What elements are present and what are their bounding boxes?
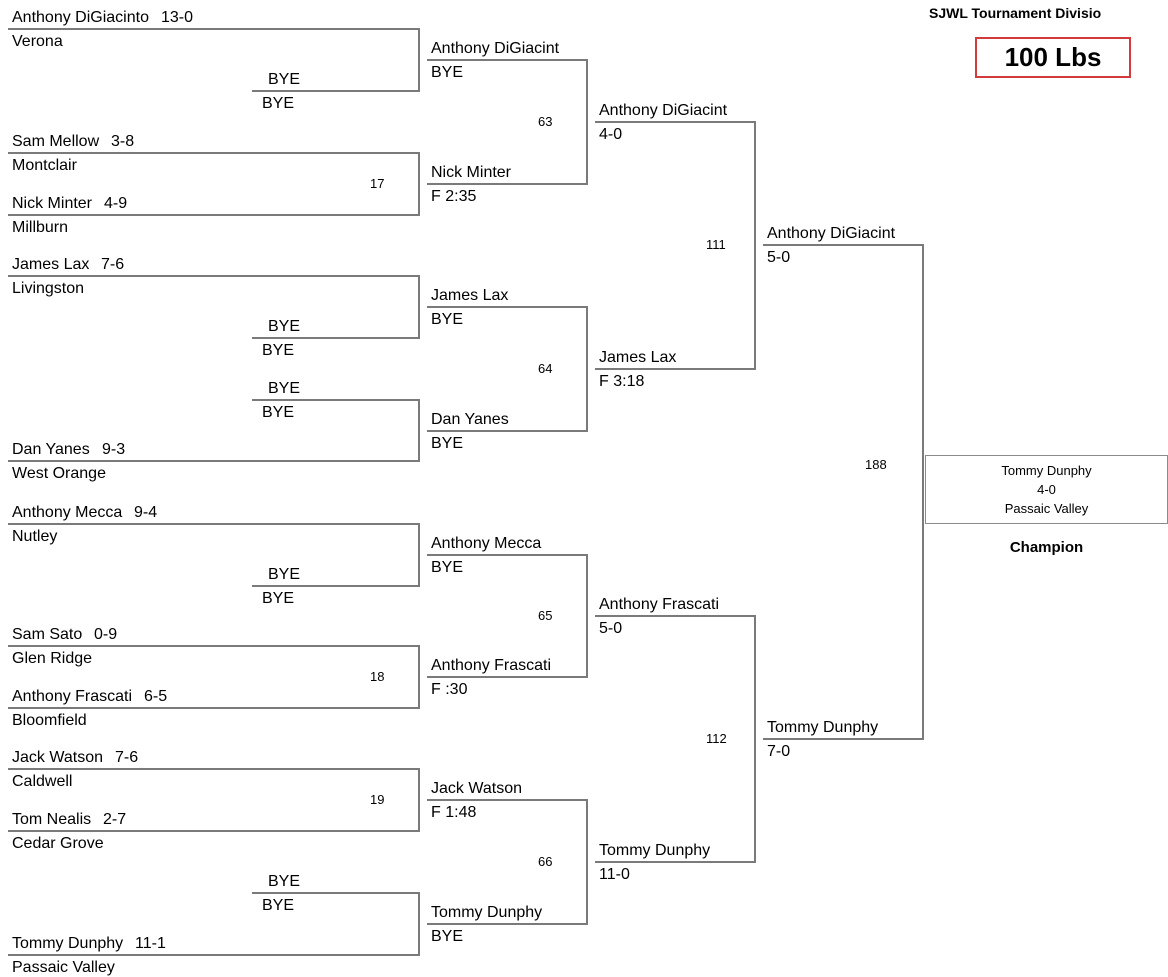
round2-result: F 1:48: [431, 804, 477, 821]
round1-slot-line: [252, 90, 419, 92]
round2-winner-name: James Lax: [431, 287, 509, 304]
round2-result: BYE: [431, 311, 464, 328]
division-title: SJWL Tournament Divisio: [929, 5, 1102, 21]
round1-slot-line: [8, 523, 419, 525]
round2-bracket-connector: [586, 306, 588, 432]
round3-bracket-connector: [754, 615, 756, 863]
champion-team: Passaic Valley: [1004, 501, 1089, 516]
round2-slot-line: [427, 183, 587, 185]
round1-slot-line: [8, 152, 419, 154]
weight-class-label: 100 Lbs: [1004, 42, 1102, 72]
round1-slot-line: [8, 768, 419, 770]
round1-bye-label: BYE: [268, 318, 301, 335]
champion-score: 4-0: [1037, 482, 1056, 497]
wrestler-team: Livingston: [12, 280, 85, 297]
wrestler-team: Passaic Valley: [12, 959, 115, 976]
bout-number: 18: [370, 669, 385, 684]
wrestler-name: Dan Yanes: [12, 441, 90, 458]
bout-number: 17: [370, 176, 385, 191]
champion-label: Champion: [1009, 539, 1084, 556]
round1-bye-label: BYE: [262, 342, 295, 359]
wrestler-name: Sam Sato: [12, 626, 83, 643]
round2-slot-line: [427, 59, 587, 61]
wrestler-record: 13-0: [161, 9, 194, 26]
round3-slot-line: [595, 615, 755, 617]
round1-bracket-connector: [418, 399, 420, 462]
wrestler-name: Anthony Frascati: [12, 688, 133, 705]
round1-slot-line: [252, 337, 419, 339]
wrestler-record: 0-9: [94, 626, 118, 643]
round2-winner-name: Anthony DiGiacint: [431, 40, 560, 57]
wrestler-record: 11-1: [135, 935, 166, 952]
final-bout-number: 188: [865, 457, 887, 472]
wrestler-team: Montclair: [12, 157, 77, 174]
round1-bracket-connector: [418, 523, 420, 587]
round2-winner-name: Nick Minter: [431, 164, 512, 181]
round2-slot-line: [427, 430, 587, 432]
round2-result: F 2:35: [431, 188, 477, 205]
round1-slot-line: [8, 28, 419, 30]
bout-number: 112: [706, 731, 727, 746]
bout-number: 19: [370, 792, 385, 807]
wrestler-record: 9-3: [102, 441, 126, 458]
round1-bye-label: BYE: [262, 404, 295, 421]
wrestler-team: West Orange: [12, 465, 106, 482]
wrestler-team: Caldwell: [12, 773, 73, 790]
round1-bye-label: BYE: [262, 590, 295, 607]
round3-winner-name: Anthony DiGiacint: [599, 102, 728, 119]
round4-slot-line: [763, 244, 923, 246]
round4-winner-name: Anthony DiGiacint: [767, 225, 896, 242]
wrestler-record: 3-8: [111, 133, 135, 150]
wrestler-team: Millburn: [12, 219, 69, 236]
round4-result: 5-0: [767, 249, 791, 266]
wrestler-record: 9-4: [134, 504, 158, 521]
round3-winner-name: Tommy Dunphy: [599, 842, 711, 859]
round3-winner-name: Anthony Frascati: [599, 596, 720, 613]
bout-number: 64: [538, 361, 553, 376]
round3-slot-line: [595, 861, 755, 863]
round1-slot-line: [8, 830, 419, 832]
wrestler-team: Bloomfield: [12, 712, 87, 729]
round3-bracket-connector: [754, 121, 756, 370]
round1-slot-line: [8, 214, 419, 216]
wrestler-name: Tommy Dunphy: [12, 935, 124, 952]
round1-bracket-connector: [418, 645, 420, 709]
final-bracket-connector: [922, 244, 924, 740]
wrestler-record: 4-9: [104, 195, 128, 212]
wrestler-record: 6-5: [144, 688, 168, 705]
bout-number: 66: [538, 854, 553, 869]
round1-bye-label: BYE: [268, 380, 301, 397]
champion-box: [925, 455, 1168, 524]
round3-result: 11-0: [599, 866, 630, 883]
round2-winner-name: Anthony Frascati: [431, 657, 552, 674]
round1-bracket-connector: [418, 275, 420, 339]
wrestler-name: Nick Minter: [12, 195, 93, 212]
round4-result: 7-0: [767, 743, 791, 760]
wrestler-name: Tom Nealis: [12, 811, 92, 828]
round1-bye-label: BYE: [268, 566, 301, 583]
round1-slot-line: [252, 399, 419, 401]
round2-result: BYE: [431, 559, 464, 576]
round2-slot-line: [427, 923, 587, 925]
round2-result: BYE: [431, 64, 464, 81]
round2-bracket-connector: [586, 799, 588, 925]
round1-bye-label: BYE: [268, 873, 301, 890]
round2-slot-line: [427, 554, 587, 556]
round2-slot-line: [427, 306, 587, 308]
round1-slot-line: [8, 707, 419, 709]
round1-bracket-connector: [418, 892, 420, 956]
bout-number: 111: [706, 237, 726, 252]
round3-slot-line: [595, 368, 755, 370]
round3-result: 4-0: [599, 126, 623, 143]
round1-bye-label: BYE: [262, 897, 295, 914]
round2-winner-name: Dan Yanes: [431, 411, 509, 428]
round2-winner-name: Tommy Dunphy: [431, 904, 543, 921]
round2-winner-name: Jack Watson: [431, 780, 522, 797]
round1-slot-line: [252, 585, 419, 587]
round3-result: 5-0: [599, 620, 623, 637]
wrestler-team: Nutley: [12, 528, 58, 545]
wrestler-record: 7-6: [115, 749, 139, 766]
round1-bye-label: BYE: [262, 95, 295, 112]
wrestler-record: 2-7: [103, 811, 127, 828]
round1-slot-line: [8, 460, 419, 462]
round1-bracket-connector: [418, 28, 420, 92]
wrestler-name: James Lax: [12, 256, 90, 273]
wrestler-name: Anthony DiGiacinto: [12, 9, 149, 26]
round1-slot-line: [8, 275, 419, 277]
round1-slot-line: [252, 892, 419, 894]
round3-winner-name: James Lax: [599, 349, 677, 366]
round3-result: F 3:18: [599, 373, 645, 390]
wrestler-team: Cedar Grove: [12, 835, 104, 852]
wrestler-name: Anthony Mecca: [12, 504, 123, 521]
round3-slot-line: [595, 121, 755, 123]
round2-bracket-connector: [586, 554, 588, 678]
champion-name: Tommy Dunphy: [1001, 463, 1092, 478]
round2-winner-name: Anthony Mecca: [431, 535, 542, 552]
round1-bracket-connector: [418, 768, 420, 832]
wrestler-name: Sam Mellow: [12, 133, 100, 150]
round4-winner-name: Tommy Dunphy: [767, 719, 879, 736]
wrestler-name: Jack Watson: [12, 749, 103, 766]
round2-result: BYE: [431, 928, 464, 945]
round4-slot-line: [763, 738, 923, 740]
round1-slot-line: [8, 954, 419, 956]
wrestler-team: Glen Ridge: [12, 650, 93, 667]
round2-slot-line: [427, 799, 587, 801]
round2-slot-line: [427, 676, 587, 678]
wrestler-record: 7-6: [101, 256, 125, 273]
round1-slot-line: [8, 645, 419, 647]
round2-bracket-connector: [586, 59, 588, 185]
round1-bracket-connector: [418, 152, 420, 216]
round1-bye-label: BYE: [268, 71, 301, 88]
weight-class-box: [975, 37, 1131, 78]
bout-number: 63: [538, 114, 553, 129]
bout-number: 65: [538, 608, 553, 623]
round2-result: BYE: [431, 435, 464, 452]
round2-result: F :30: [431, 681, 468, 698]
wrestler-team: Verona: [12, 33, 63, 50]
